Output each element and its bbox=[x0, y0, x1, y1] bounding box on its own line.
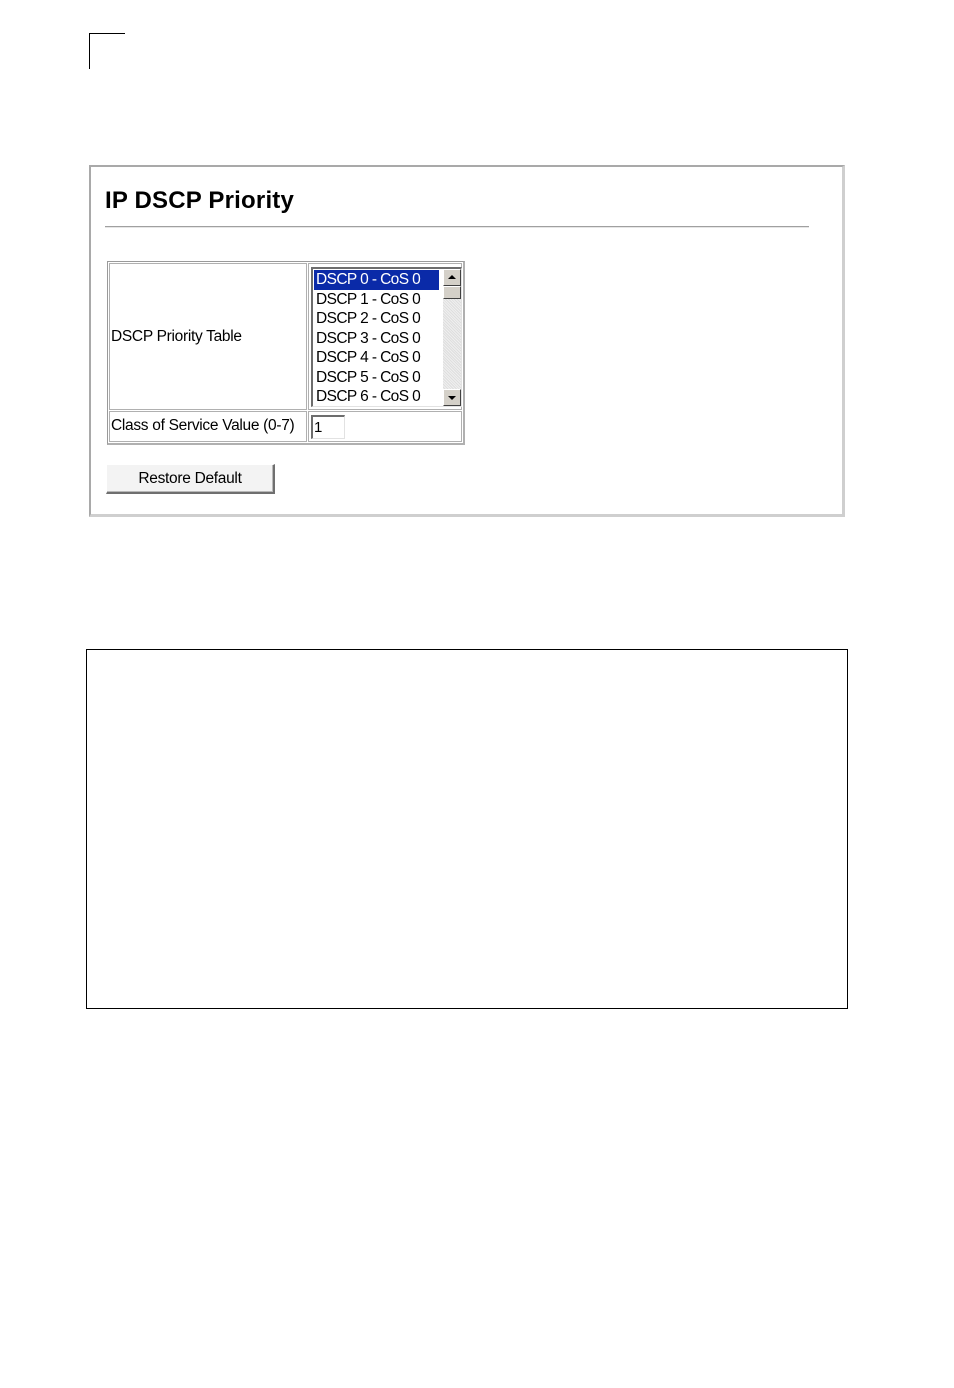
restore-default-button[interactable]: Restore Default bbox=[106, 464, 275, 494]
dscp-priority-list bbox=[314, 270, 439, 407]
cos-value-input[interactable] bbox=[311, 415, 345, 439]
cos-value-label-cell bbox=[109, 411, 307, 442]
dscp-list-item[interactable]: DSCP 1 - CoS 0 bbox=[316, 290, 421, 308]
listbox-scrollbar[interactable] bbox=[443, 269, 461, 406]
ip-dscp-priority-panel bbox=[89, 165, 845, 517]
dscp-list-item[interactable]: DSCP 2 - CoS 0 bbox=[316, 310, 421, 327]
scroll-thumb[interactable] bbox=[443, 286, 461, 299]
dscp-list-item[interactable]: DSCP 4 - CoS 0 bbox=[316, 349, 421, 366]
crop-mark-vertical bbox=[89, 33, 90, 69]
dscp-priority-table-label: DSCP Priority Table bbox=[111, 328, 242, 345]
page-title: IP DSCP Priority bbox=[105, 187, 295, 214]
crop-mark-horizontal bbox=[89, 33, 125, 34]
title-divider bbox=[105, 226, 809, 228]
cos-value-input-cell bbox=[308, 411, 462, 442]
settings-table bbox=[107, 261, 465, 445]
scroll-down-arrow-icon bbox=[448, 396, 456, 400]
scroll-down-button[interactable] bbox=[443, 389, 461, 406]
dscp-priority-table-value-cell bbox=[308, 263, 462, 410]
dscp-list-item[interactable]: DSCP 3 - CoS 0 bbox=[316, 329, 421, 347]
dscp-list-item[interactable]: DSCP 5 - CoS 0 bbox=[316, 368, 421, 386]
scroll-up-arrow-icon bbox=[448, 275, 456, 279]
scroll-up-button[interactable] bbox=[443, 269, 461, 286]
dscp-list-item[interactable]: DSCP 6 - CoS 0 bbox=[316, 388, 421, 405]
dscp-priority-listbox[interactable] bbox=[311, 267, 462, 407]
dscp-priority-table-label-cell bbox=[109, 263, 307, 410]
cos-value-label: Class of Service Value (0-7) bbox=[111, 417, 295, 434]
empty-frame bbox=[86, 649, 848, 1009]
dscp-list-item[interactable]: DSCP 0 - CoS 0 bbox=[314, 270, 439, 290]
